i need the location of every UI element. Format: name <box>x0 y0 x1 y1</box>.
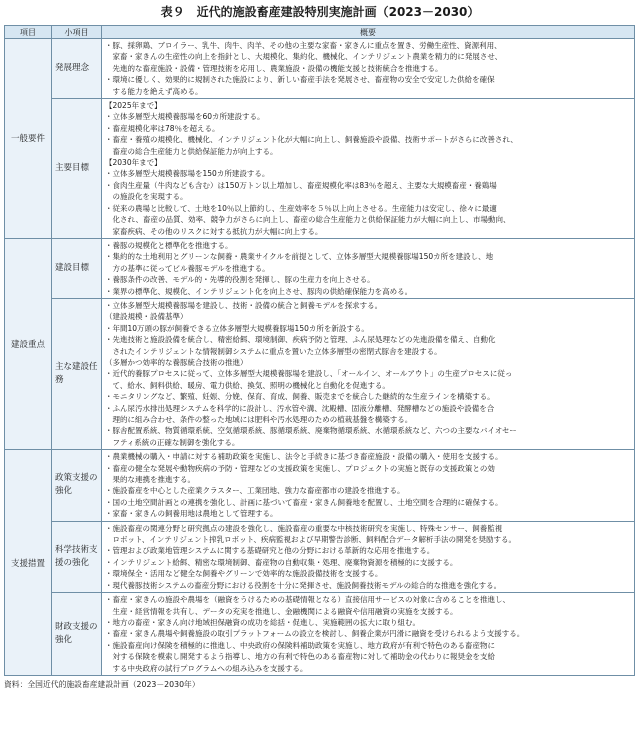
summary-cell <box>102 39 635 99</box>
summary-line: ・施設畜産の関連分野と研究拠点の建設を強化し、施設畜産の重要な中核技術研究を実施し、特殊センサー、飼養監視 <box>105 523 503 533</box>
summary-line: ・インテリジェント給餌、精密な環境制御、畜産物の自動収集・処理、廃棄物資源を積極的に支援する。 <box>105 557 458 567</box>
summary-line: ・管理および政業地管理システムに関する基礎研究と他の分野における革新的な応用を推進する。 <box>105 546 435 556</box>
summary-line: ・畜産・家きん農場や飼養施設の取引プラットフォームの設立を検討し、飼養企業が円滑に融資を受けられるよう支援する。 <box>105 629 525 639</box>
summary-line: ・国の土地空間計画との連携を強化し、計画に基づいて畜産・家きん飼養地を配置し、土地空間を合理的に確保する。 <box>105 497 503 507</box>
subitem-cell: 政策支援の強化 <box>52 450 102 521</box>
summary-cell <box>102 238 635 298</box>
summary-line: 化され、畜産の品質、効率、競争力がさらに向上し、畜産の総合生産能力と供給保証能力が大幅に向上し、市場動向、 <box>105 215 511 225</box>
summary-line: フティ系統の正確な制御を強化する。 <box>105 437 240 447</box>
category-cell: 一般要件 <box>5 39 52 239</box>
table-header-row <box>5 26 635 39</box>
table-row <box>5 593 635 676</box>
subitem-cell: 発展理念 <box>52 39 102 99</box>
summary-line: ・食肉生産量（牛肉なども含む）は150万トン以上増加し、畜産規模化率は83％を超え、主要な大規模畜産・養鶏場 <box>105 180 497 190</box>
summary-cell <box>102 99 635 239</box>
subitem-cell: 主要目標 <box>52 99 102 239</box>
table-title: 表９ 近代的施設畜産建設特別実施計画（2023－2030） <box>160 5 480 19</box>
table-row <box>5 238 635 298</box>
summary-line: ・立体多層型大規模養豚場を150カ所建設する。 <box>105 169 270 179</box>
summary-line: ・モニタリングなど、繁殖、妊娠、分娩、保育、育成、飼養、販売までを統合した継続的な生産ラインを構築する。 <box>105 392 495 402</box>
summary-line: ・畜産規模化率は78％を超える。 <box>105 123 220 133</box>
summary-line: ・地方の畜産・家きん向け地域担保融資の成功を総括・促進し、実施範囲の拡大に取り組む。 <box>105 617 420 627</box>
summary-line: ・施設畜産向け保険を積極的に推進し、中央政府の保険料補助政策を実施し、地方政府が有利で特色のある畜産物に <box>105 640 495 650</box>
subitem-cell: 財政支援の強化 <box>52 593 102 676</box>
summary-cell <box>102 521 635 592</box>
summary-line: 方の基準に従ってビル養豚モデルを推進する。 <box>105 263 270 273</box>
summary-line: ・畜産の健全な発展や動物疾病の予防・管理などの支援政策を実施し、プロジェクトの実施と既存の支援政策との効 <box>105 463 495 473</box>
summary-line: ・近代的養豚プロセスに従って、立体多層型大規模養豚場を建設し、「オールイン、オールアウト」の生産プロセスに従っ <box>105 369 513 379</box>
summary-line: 家畜疾病、その他のリスクに対する抵抗力が大幅に向上する。 <box>105 226 323 236</box>
summary-line: ・畜産・家きんの施設や農場を（融資をうけるための基礎情報となる）直接信用サービスの対象に含めることを推進し、 <box>105 595 510 605</box>
summary-line: ・年間10万頭の豚が飼養できる立体多層型大規模養豚場150カ所を新設する。 <box>105 323 369 333</box>
summary-line: 果的な連携を推進する。 <box>105 475 195 485</box>
summary-line: 対する保険を模索し開発するよう指導し、地方の有利で特色のある畜産物に対して補助金の代わりに報奨金を支給 <box>105 652 495 662</box>
summary-line: 理的に組み合わせ、条件の整った地域には肥料や汚水処理のための植栽基盤を構築する。 <box>105 415 413 424</box>
summary-line: ・農業機械の購入・申請に対する補助政策を実施し、法令と手続きに基づき畜産施設・設備の購入・使用を支援する。 <box>105 452 503 462</box>
summary-line: されたインテリジェントな情報制御システムに重点を置いた立体多層型の密閉式豚舎を建設する。 <box>105 346 442 356</box>
summary-line: 家畜・家きんの生産性の向上を指針とし、大規模化、集約化、機械化、インテリジェント農業を精力的に発展させ、 <box>105 52 503 62</box>
plan-table <box>4 25 635 676</box>
summary-line: ・従来の農場と比較して、土地を10％以上節約し、生産効率を５％以上向上させる。生産能力は安定し、徐々に最適 <box>105 203 497 213</box>
summary-line: ・立体多層型大規模養豚場を60カ所建設する。 <box>105 112 265 122</box>
summary-line: て、給水、飼料供給、暖房、電力供給、換気、照明の機械化と自動化を促進する。 <box>105 380 390 390</box>
summary-line: する中央政府の試行プログラムへの組み込みを支援する。 <box>105 663 308 673</box>
summary-line: ・施設畜産を中心とした産業クラスター、工業団地、強力な畜産都市の建設を推進する。 <box>105 486 405 496</box>
table-row <box>5 450 635 521</box>
summary-line: ・ふん尿汚水排出処理システムを科学的に設計し、汚水管や溝、沈殿槽、固液分離槽、発酵槽などの施設や設備を合 <box>105 403 495 413</box>
summary-line: ・養豚の規模化と標準化を推進する。 <box>105 240 233 250</box>
summary-line: ・業界の標準化、規模化、インテリジェント化を向上させ、豚肉の供給確保能力を高める。 <box>105 286 413 296</box>
summary-line: ロボット、インテリジェント搾乳ロボット、疾病監視および早期警告診断、飼料配合データ解析手法の開発を奨励する。 <box>105 535 516 545</box>
summary-line: （多層かつ効率的な養豚統合技術の推進） <box>105 357 248 367</box>
subitem-cell: 建設目標 <box>52 238 102 298</box>
category-cell: 支援措置 <box>5 450 52 676</box>
source-note: 資料：全国近代的施設畜産建設計画（2023－2030年） <box>4 679 200 689</box>
table-row <box>5 99 635 239</box>
summary-line: ・先進技術と施設設備を統合し、精密給餌、環境制御、疾病予防と管理、ふん尿処理などの先進設備を備え、自動化 <box>105 335 496 345</box>
summary-line: する能力を絶えず高める。 <box>105 86 203 96</box>
category-cell: 建設重点 <box>5 238 52 449</box>
summary-line: ・集約的な土地利用とグリーンな飼養・農業サイクルを前提として、立体多層型大規模養豚場150カ所を建設し、地 <box>105 252 494 262</box>
summary-line: ・畜産・養殖の規模化、機械化、インテリジェント化が大幅に向上し、飼養施設や設備、技術サポートがさらに改善され、 <box>105 135 518 145</box>
summary-line: の施設化を実現する。 <box>105 192 188 202</box>
summary-line: ・現代養豚技術システムの畜産分野における役割を十分に発揮させ、施設飼養技術モデルの総合的な推進を強化する。 <box>105 580 502 590</box>
table-row <box>5 298 635 449</box>
summary-cell <box>102 298 635 449</box>
header-summary: 概要 <box>102 26 635 39</box>
summary-line: ・環境保全・活用など健全な飼養やグリーンで効率的な施設設備技術を支援する。 <box>105 569 383 579</box>
summary-cell <box>102 450 635 521</box>
subitem-cell: 科学技術支援の強化 <box>52 521 102 592</box>
summary-line: 生産・経営情報を共有し、データの充実を推進し、金融機関による融資や信用融資の実施を支援する。 <box>105 606 458 616</box>
header-subitem: 小項目 <box>52 26 102 39</box>
summary-line: ・環境に優しく、効果的に規制された施設により、新しい畜産手法を発展させ、畜産物の安全で安定した供給を確保 <box>105 75 495 85</box>
header-item: 項目 <box>5 26 52 39</box>
summary-line: 【2030年まで】 <box>105 158 162 168</box>
table-row <box>5 39 635 99</box>
summary-line: 【2025年まで】 <box>105 101 162 111</box>
summary-line: （建設規模・設備基準） <box>105 312 188 322</box>
summary-cell <box>102 593 635 676</box>
summary-line: ・家畜・家きんの飼養用地は農地として管理する。 <box>105 509 278 519</box>
summary-line: ・豚、採卵鶏、ブロイラー、乳牛、肉牛、肉羊、その他の主要な家畜・家きんに重点を置き、労働生産性、資源利用、 <box>105 41 502 50</box>
summary-line: 畜産の総合生産能力と供給保証能力が向上する。 <box>105 146 278 156</box>
summary-line: ・立体多層型大規模養豚場を建設し、技術・設備の統合と飼養モデルを探求する。 <box>105 300 383 310</box>
summary-line: 先進的な畜産施設・設備・管理技術を応用し、農業施設・設備の機能支援と技術統合を推進する。 <box>105 63 443 73</box>
subitem-cell: 主な建設任務 <box>52 298 102 449</box>
table-row <box>5 521 635 592</box>
summary-line: ・豚舎配置系統、物質循環系統、空気循環系統、豚循環系統、廃棄物循環系統、水循環系統など、六つの主要なバイオセー <box>105 426 517 436</box>
summary-line: ・養豚条件の改善、モデル的・先導的役割を発揮し、豚の生産力を向上させる。 <box>105 275 375 285</box>
